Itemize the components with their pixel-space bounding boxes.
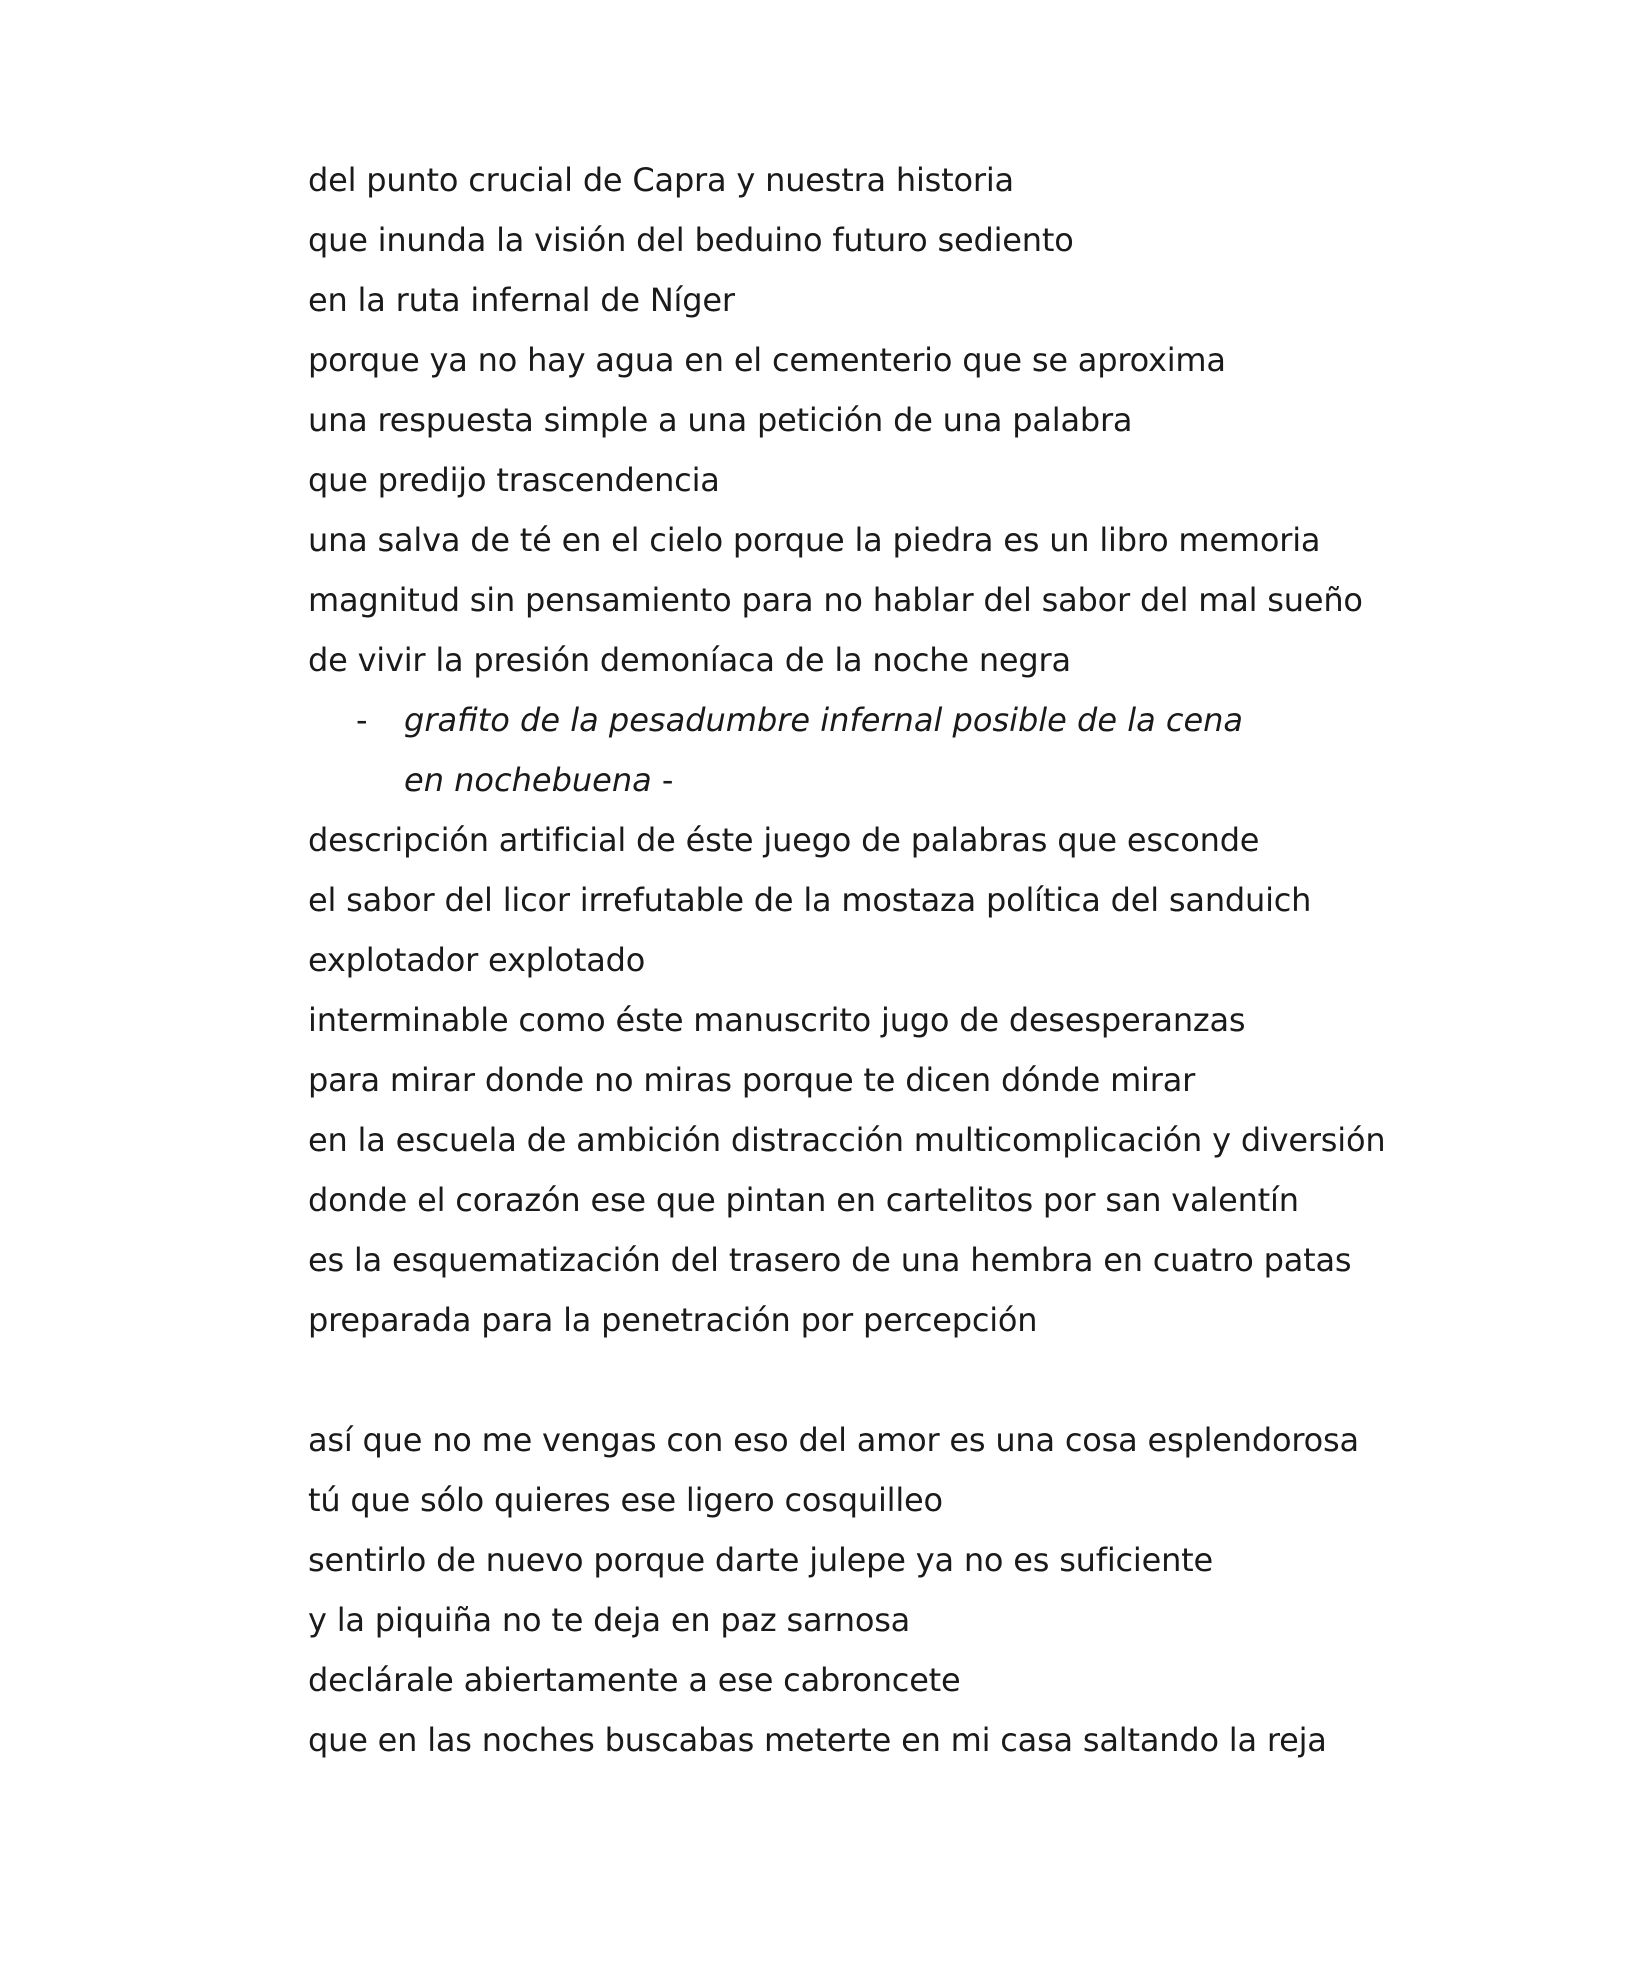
poem-line: sentirlo de nuevo porque darte julepe ya no es suficiente	[308, 1541, 1214, 1579]
poem-line: declárale abiertamente a ese cabroncete	[308, 1661, 961, 1699]
poem-line: que inunda la visión del beduino futuro sediento	[308, 221, 1074, 259]
poem-line: así que no me vengas con eso del amor es una cosa esplendorosa	[308, 1421, 1359, 1459]
stanza-break	[308, 1350, 1508, 1410]
aside-trailing-dash: -	[651, 761, 674, 799]
poem-line: que predijo trascendencia	[308, 461, 720, 499]
aside-dash: -	[356, 701, 368, 739]
poem-line: una respuesta simple a una petición de una palabra	[308, 401, 1133, 439]
poem-line: porque ya no hay agua en el cementerio que se aproxima	[308, 341, 1226, 379]
poem-line: es la esquematización del trasero de una hembra en cuatro patas	[308, 1241, 1352, 1279]
aside-text: grafito de la pesadumbre infernal posible de la cena	[404, 701, 1244, 739]
poem-line: explotador explotado	[308, 941, 646, 979]
poem-line: en la ruta infernal de Níger	[308, 281, 735, 319]
poem-line: en la escuela de ambición distracción multicomplicación y diversión	[308, 1121, 1386, 1159]
poem-line: el sabor del licor irrefutable de la mostaza política del sanduich	[308, 881, 1312, 919]
poem-line: descripción artificial de éste juego de palabras que esconde	[308, 821, 1260, 859]
italic-aside-line-2	[308, 750, 1508, 810]
poem-line: de vivir la presión demoníaca de la noche negra	[308, 641, 1071, 679]
italic-aside-line-1	[308, 690, 1508, 750]
aside-text-end: en nochebuena	[404, 761, 652, 799]
poem-line: para mirar donde no miras porque te dicen dónde mirar	[308, 1061, 1196, 1099]
poem-line: una salva de té en el cielo porque la piedra es un libro memoria	[308, 521, 1321, 559]
poem-line: que en las noches buscabas meterte en mi casa saltando la reja	[308, 1721, 1327, 1759]
poem-line: interminable como éste manuscrito jugo de desesperanzas	[308, 1001, 1246, 1039]
poem-line: tú que sólo quieres ese ligero cosquilleo	[308, 1481, 943, 1519]
poem-line: del punto crucial de Capra y nuestra historia	[308, 161, 1014, 199]
aside-text-continued	[404, 750, 673, 810]
poem-line: magnitud sin pensamiento para no hablar del sabor del mal sueño	[308, 581, 1363, 619]
poem-line: preparada para la penetración por percepción	[308, 1301, 1038, 1339]
poem-line: donde el corazón ese que pintan en cartelitos por san valentín	[308, 1181, 1299, 1219]
poem-body	[308, 150, 1508, 1770]
poem-line: y la piquiña no te deja en paz sarnosa	[308, 1601, 911, 1639]
